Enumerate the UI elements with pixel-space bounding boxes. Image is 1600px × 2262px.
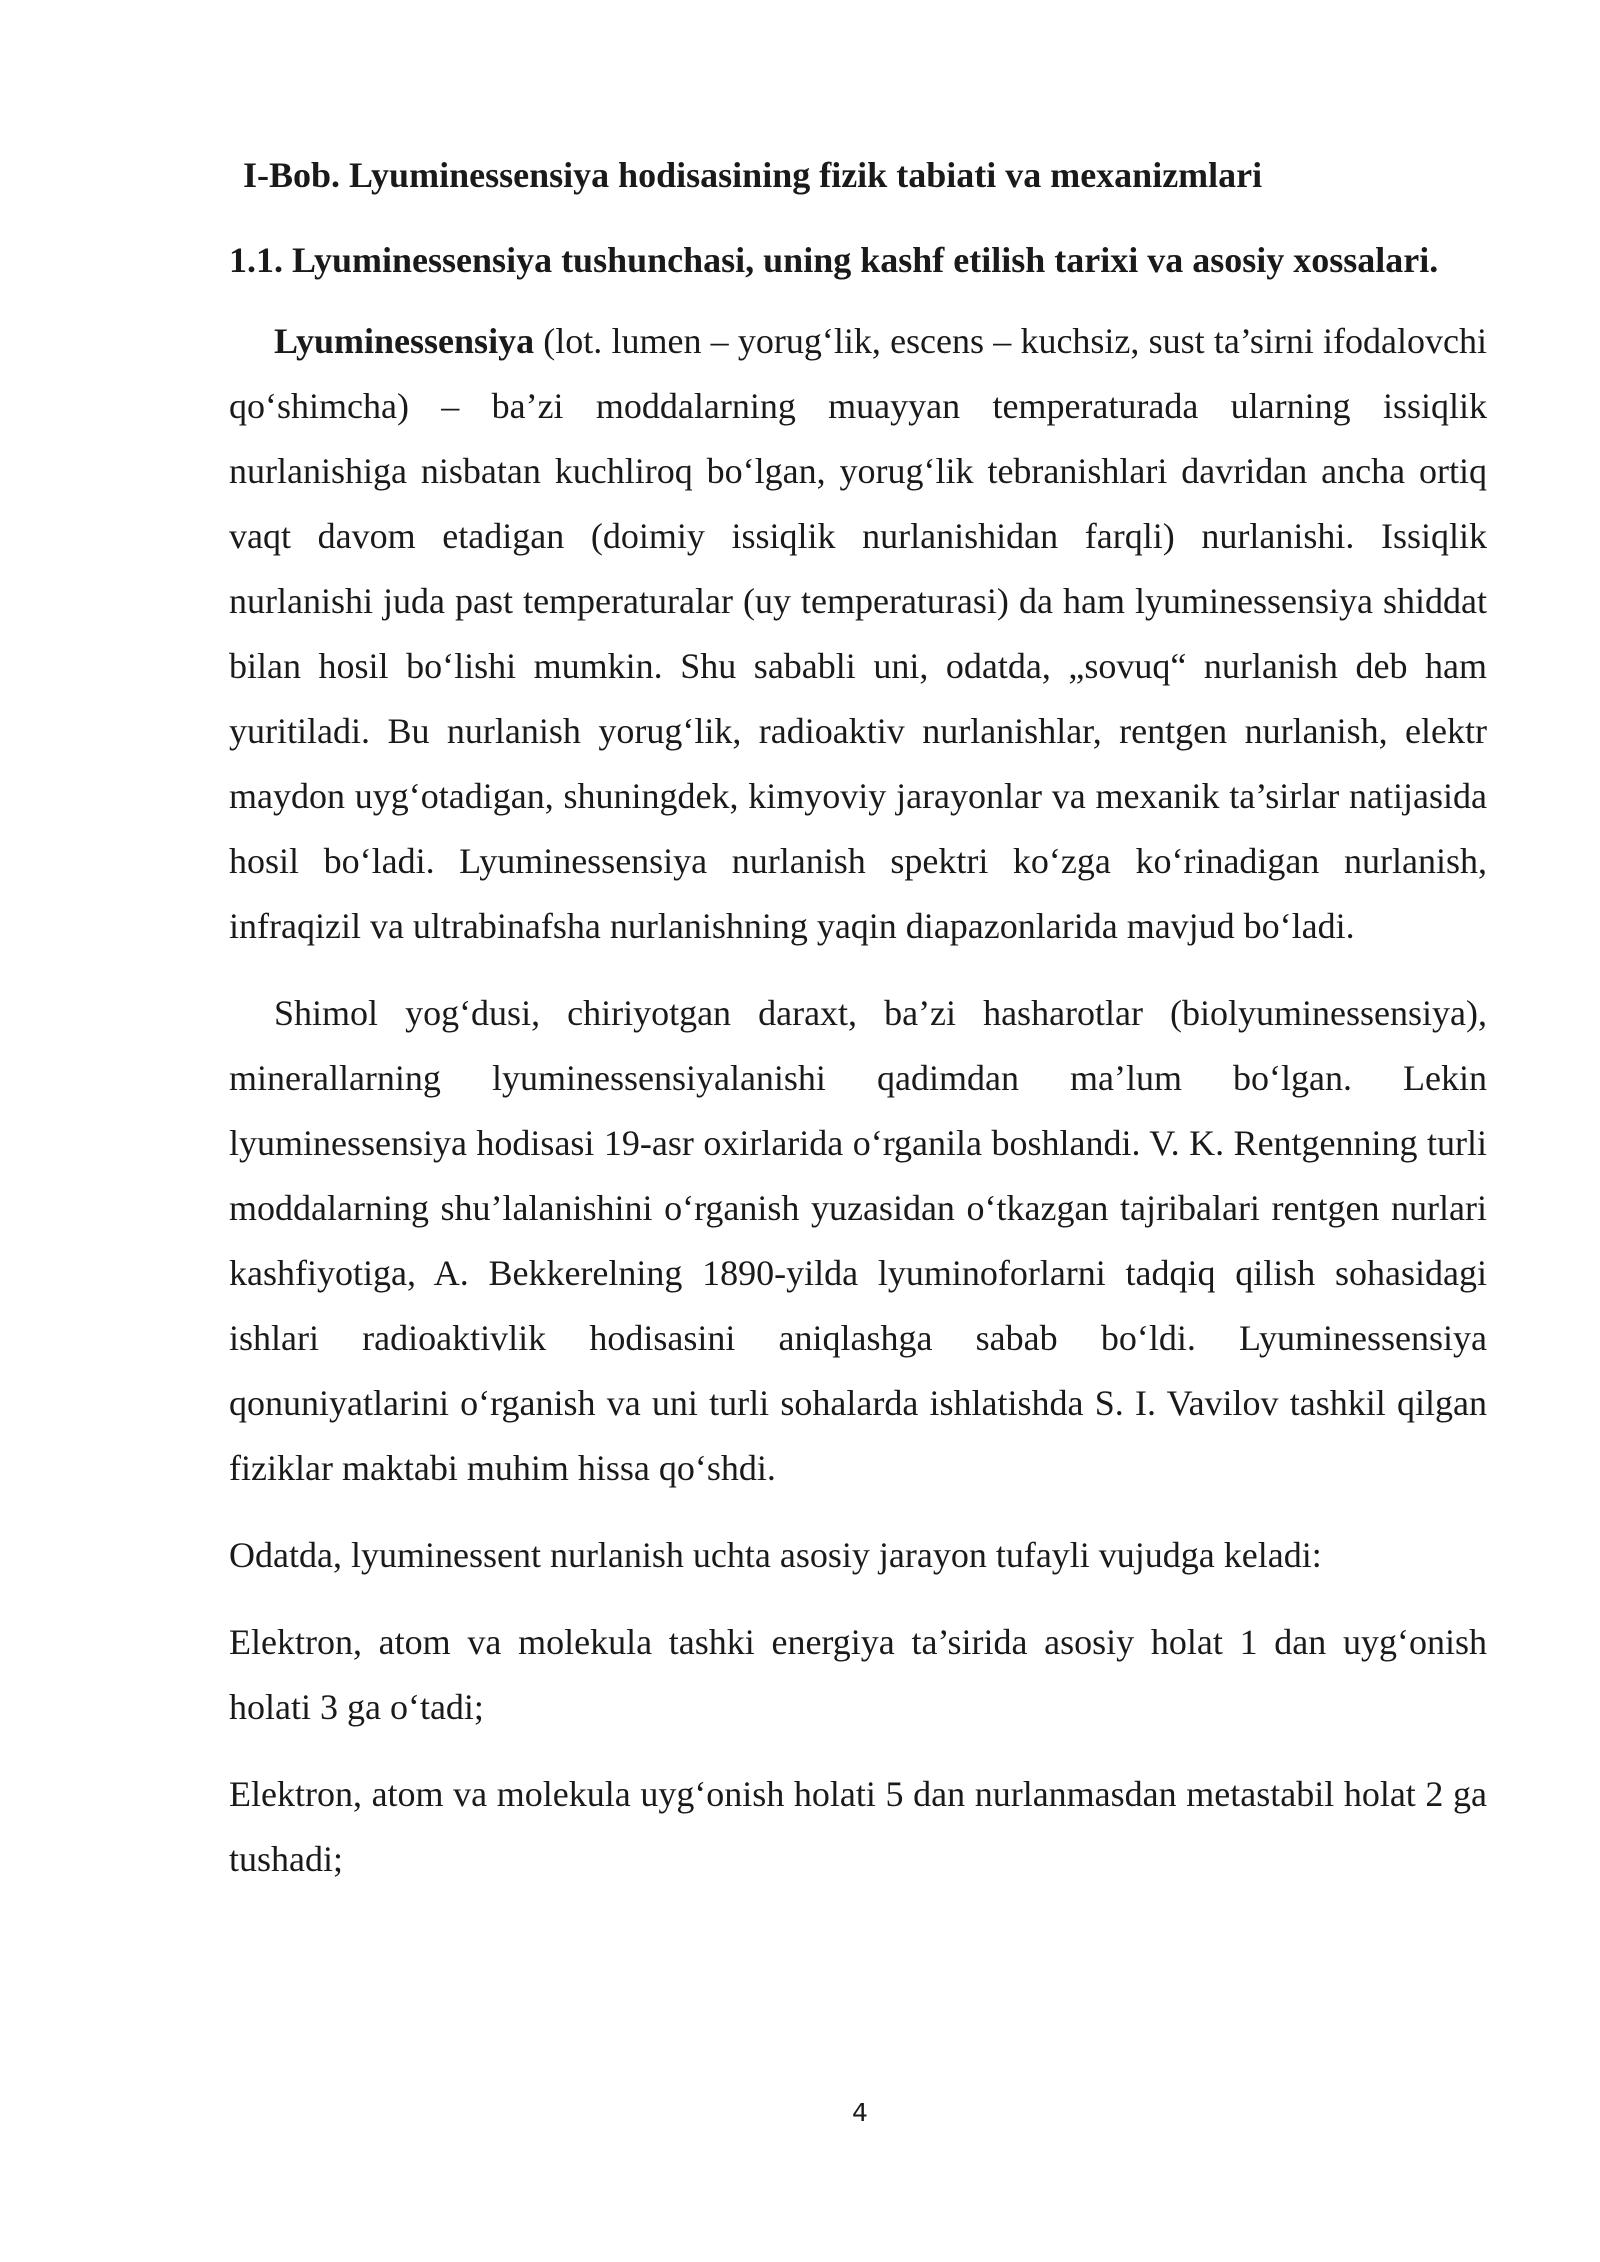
paragraph-process-metastable: Elektron, atom va molekula uygʻonish holati 5 dan nurlanmasdan metastabil holat 2 ga tushadi; bbox=[229, 1774, 1487, 1879]
term-lyuminessensiya: Lyuminessensiya bbox=[274, 321, 535, 361]
section-title: 1.1. Lyuminessensiya tushunchasi, uning kashf etilish tarixi va asosiy xossalari. bbox=[229, 240, 1439, 280]
paragraph-process-excitation: Elektron, atom va molekula tashki energiya ta’sirida asosiy holat 1 dan uygʻonish holati 3 ga oʻtadi; bbox=[229, 1622, 1487, 1727]
page-number: 4 bbox=[852, 2098, 868, 2127]
definition-text: (lot. lumen – yorugʻlik, escens – kuchsiz, sust ta’sirni ifodalovchi qoʻshimcha) – ba’zi moddalarning muayyan temperaturada ularning issiqlik nurlanishiga nisbatan kuchliroq boʻlgan, yorugʻlik tebranishlari davridan ancha ortiq vaqt davom etadigan (doimiy issiqlik nurlanishidan farqli) nurlanishi. Issiqlik nurlanishi juda past temperaturalar (uy temperaturasi) da ham lyuminessensiya shiddat bilan hosil boʻlishi mumkin. Shu sababli uni, odatda, „sovuq“ nurlanish deb ham yuritiladi. Bu nurlanish yorugʻlik, radioaktiv nurlanishlar, rentgen nurlanish, elektr maydon uygʻotadigan, shuningdek, kimyoviy jarayonlar va mexanik ta’sirlar natijasida hosil boʻladi. Lyuminessensiya nurlanish spektri koʻzga koʻrinadigan nurlanish, infraqizil va ultrabinafsha nurlanishning yaqin diapazonlarida mavjud boʻladi. bbox=[229, 321, 1487, 946]
paragraph-definition bbox=[229, 309, 1487, 959]
paragraph-history: Shimol yogʻdusi, chiriyotgan daraxt, ba’zi hasharotlar (biolyuminessensiya), minerallarning lyuminessensiyalanishi qadimdan ma’lum boʻlgan. Lekin lyuminessensiya hodisasi 19-asr oxirlarida oʻrganila boshlandi. V. K. Rentgenning turli moddalarning shu’lalanishini oʻrganish yuzasidan oʻtkazgan tajribalari rentgen nurlari kashfiyotiga, A. Bekkerelning 1890-yilda lyuminoforlarni tadqiq qilish sohasidagi ishlari radioaktivlik hodisasini aniqlashga sabab boʻldi. Lyuminessensiya qonuniyatlarini oʻrganish va uni turli sohalarda ishlatishda S. I. Vavilov tashkil qilgan fiziklar maktabi muhim hissa qoʻshdi. bbox=[229, 993, 1487, 1488]
paragraph-processes-intro: Odatda, lyuminessent nurlanish uchta asosiy jarayon tufayli vujudga keladi: bbox=[229, 1535, 1322, 1575]
page-content bbox=[229, 148, 1487, 1892]
chapter-title: I-Bob. Lyuminessensiya hodisasining fizik tabiati va mexanizmlari bbox=[243, 155, 1263, 195]
